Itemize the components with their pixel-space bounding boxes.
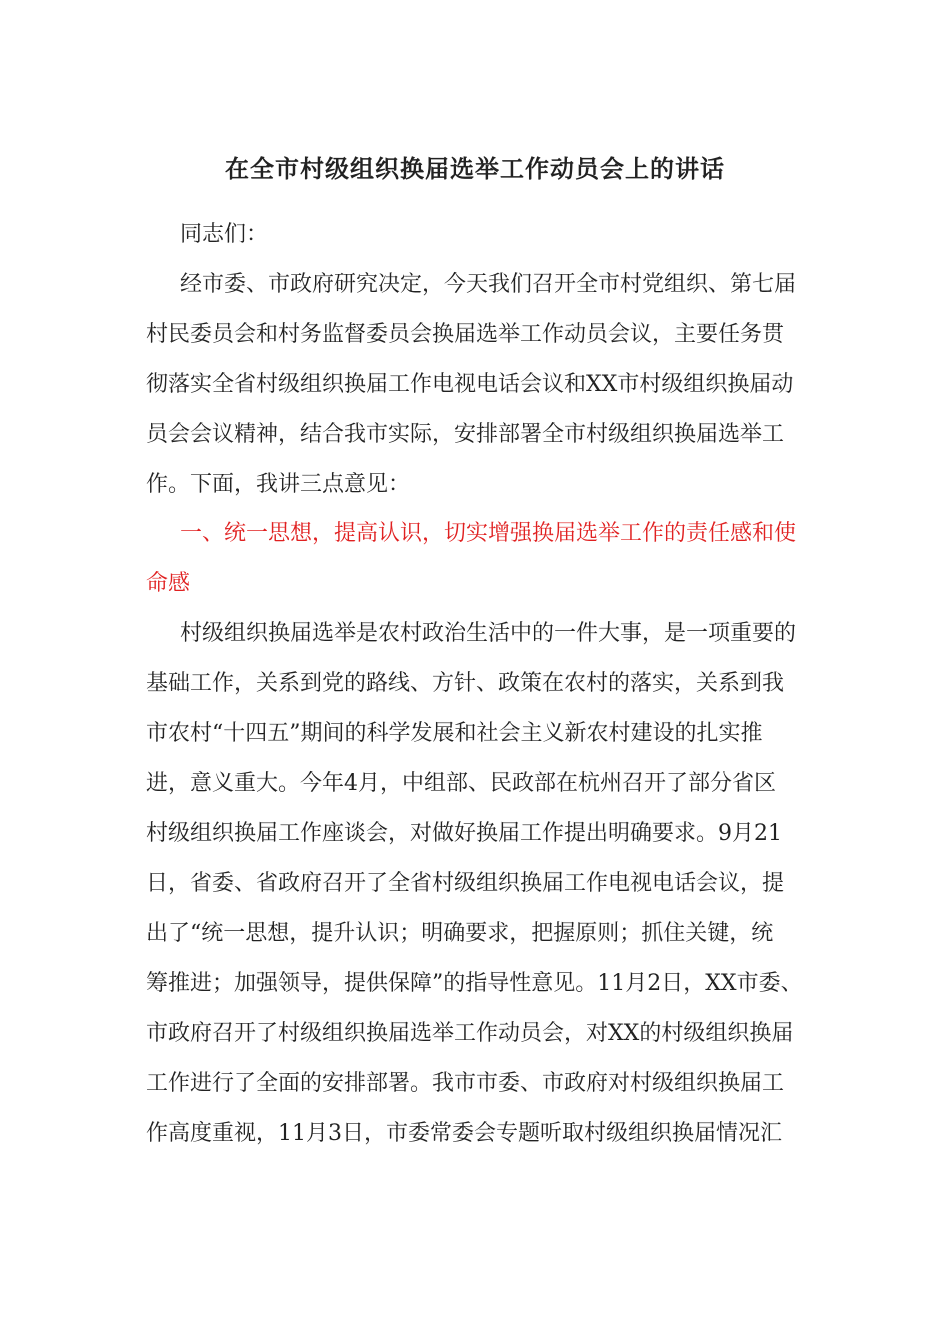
paragraph-line: 经市委、市政府研究决定，今天我们召开全市村党组织、第七届: [180, 272, 797, 297]
salutation: 同志们：: [180, 222, 269, 247]
paragraph-line: 工作进行了全面的安排部署。我市市委、市政府对村级组织换届工: [146, 1071, 785, 1096]
paragraph-line: 筹推进；加强领导，提供保障”的指导性意见。11月2日，XX市委、: [146, 971, 803, 996]
paragraph-line: 作高度重视，11月3日，市委常委会专题听取村级组织换届情况汇: [146, 1121, 782, 1146]
paragraph-line: 彻落实全省村级组织换届工作电视电话会议和XX市村级组织换届动: [146, 372, 794, 397]
paragraph-line: 市农村“十四五”期间的科学发展和社会主义新农村建设的扎实推: [146, 721, 763, 746]
paragraph-line: 市政府召开了村级组织换届选举工作动员会，对XX的村级组织换届: [146, 1021, 794, 1046]
section-heading: 命感: [146, 571, 191, 596]
paragraph-line: 出了“统一思想，提升认识；明确要求，把握原则；抓住关键，统: [146, 921, 774, 946]
paragraph-line: 基础工作，关系到党的路线、方针、政策在农村的落实，关系到我: [146, 671, 785, 696]
paragraph-line: 作。下面，我讲三点意见：: [146, 472, 411, 497]
paragraph-line: 村级组织换届选举是农村政治生活中的一件大事，是一项重要的: [180, 621, 797, 646]
section-heading: 一、统一思想，提高认识，切实增强换届选举工作的责任感和使: [180, 521, 797, 546]
paragraph-line: 员会会议精神，结合我市实际，安排部署全市村级组织换届选举工: [146, 422, 785, 447]
paragraph-line: 村级组织换届工作座谈会，对做好换届工作提出明确要求。9月21: [146, 821, 782, 846]
paragraph-line: 日，省委、省政府召开了全省村级组织换届工作电视电话会议，提: [146, 871, 785, 896]
paragraph-line: 村民委员会和村务监督委员会换届选举工作动员会议，主要任务贯: [146, 322, 785, 347]
paragraph-line: 进，意义重大。今年4月，中组部、民政部在杭州召开了部分省区: [146, 771, 776, 796]
document-title: 在全市村级组织换届选举工作动员会上的讲话: [225, 154, 725, 183]
